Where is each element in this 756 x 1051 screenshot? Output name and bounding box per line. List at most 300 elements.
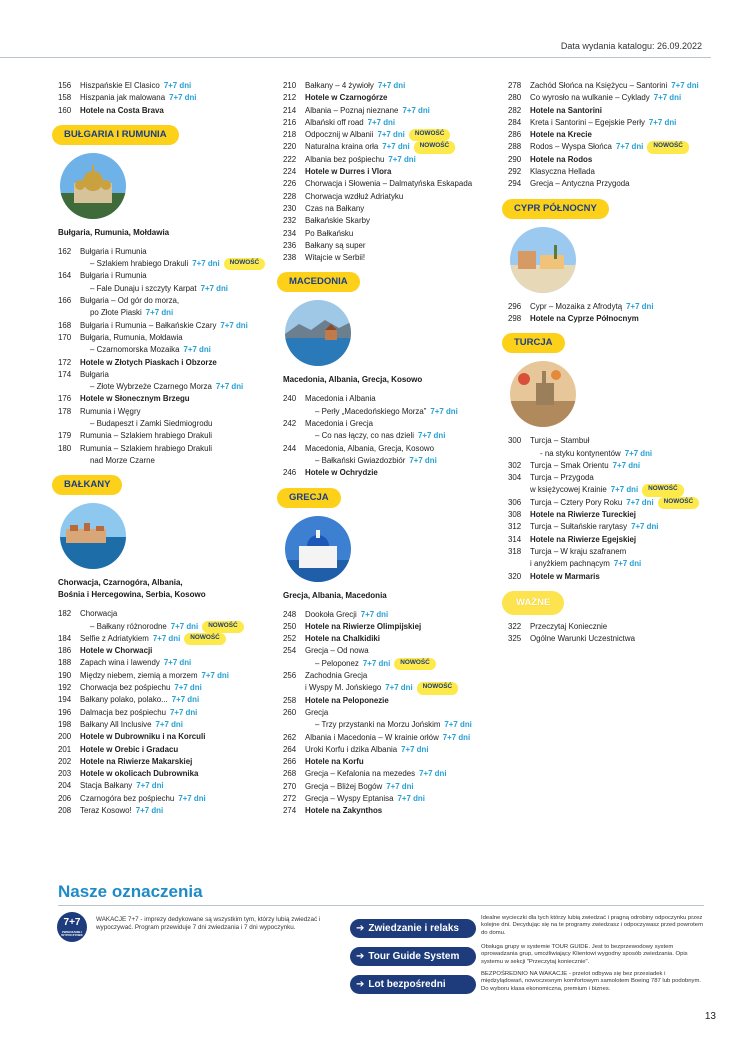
seven-seven-description: WAKACJE 7+7 - imprezy dedykowane są wszystkim tym, którzy lubią zwiedzać i wypoczywać. Program przewiduje 7 dni zwiedzania i 7 dni wypoczynku.	[96, 916, 321, 931]
seven-seven-tag: 7+7 dni	[615, 142, 644, 152]
seven-seven-tag: 7+7 dni	[192, 259, 220, 269]
entry-title: i anyżkiem pachnącym	[530, 559, 610, 569]
catalog-entry	[283, 645, 498, 657]
seven-seven-tag: 7+7 dni	[145, 308, 174, 318]
page-ref: 184	[58, 633, 72, 643]
seven-seven-tag: 7+7 dni	[386, 781, 414, 791]
entry-title: – Trzy przystanki na Morzu Jońskim	[315, 720, 441, 730]
catalog-entry	[508, 435, 718, 447]
entry-title: Czas na Bałkany	[305, 203, 365, 213]
entry-title: Hotele na Riwierze Tureckiej	[530, 510, 636, 520]
seven-seven-tag: 7+7 dni	[631, 522, 659, 532]
balkany-caption-line-2: Bośnia i Hercegowina, Serbia, Kosowo	[58, 590, 206, 600]
catalog-entry	[58, 744, 268, 756]
list-spain	[58, 80, 268, 117]
catalog-entry	[58, 295, 268, 307]
catalog-entry	[508, 80, 718, 92]
seven-seven-tag: 7+7 dni	[163, 658, 192, 668]
entry-title: Chorwacja bez pośpiechu	[80, 683, 171, 693]
entry-title: – Budapeszt i Zamki Siedmiogrodu	[90, 419, 213, 429]
entry-title: po Złote Piaski	[90, 308, 142, 318]
list-turcja	[508, 435, 718, 583]
entry-title: Turcja – Cztery Pory Roku	[530, 497, 623, 507]
entry-title: – Bałkany różnorodne	[90, 621, 167, 631]
seven-seven-tag: 7+7 dni	[178, 793, 206, 803]
entry-title: Hotele na Riwierze Olimpijskiej	[305, 621, 422, 631]
entry-title: Grecja – Antyczna Przygoda	[530, 179, 630, 189]
seven-seven-tag: 7+7 dni	[388, 154, 416, 164]
entry-title: Bałkany – 4 żywioły	[305, 81, 374, 90]
new-badge: NOWOŚĆ	[417, 682, 458, 694]
page-ref: 238	[283, 253, 297, 263]
entry-title: – Peloponez	[315, 658, 359, 668]
page-ref: 288	[508, 142, 522, 152]
entry-title: Macedonia, Albania, Grecja, Kosowo	[305, 443, 434, 453]
entry-title: Turcja – Sułtańskie rarytasy	[530, 522, 628, 532]
catalog-entry	[283, 240, 498, 252]
catalog-entry	[58, 92, 268, 104]
page-ref	[58, 418, 80, 430]
catalog-entry	[283, 430, 498, 442]
entry-title: Zachodnia Grecja	[305, 671, 368, 681]
page-ref	[283, 406, 305, 418]
seven-seven-tag: 7+7 dni	[409, 455, 437, 465]
grecja-caption: Grecja, Albania, Macedonia	[283, 590, 387, 600]
page-ref	[283, 682, 305, 694]
entry-title: Rumunia i Węgry	[80, 406, 141, 416]
page-ref: 256	[283, 671, 297, 681]
seven-seven-tag: 7+7 dni	[201, 670, 229, 680]
legend-desc-tour-guide: Obsługa grupy w systemie TOUR GUIDE. Jest to bezprzewodowy system oprowadzania grup, umożliwiający Klientowi wygodny sposób zwiedzania. Opis systemu w sekcji "Przeczytaj koniecznie".	[481, 944, 688, 965]
catalog-entry	[283, 719, 498, 731]
page-ref: 216	[283, 117, 297, 127]
section-wazne-title: WAŻNE	[502, 591, 564, 615]
catalog-entry	[58, 258, 268, 270]
seven-seven-tag: 7+7 dni	[377, 81, 406, 90]
legend-badge-zwiedzanie	[350, 919, 476, 938]
legend-badge-tour-guide-label: Tour Guide System	[368, 951, 460, 962]
column-1	[58, 80, 268, 817]
catalog-entry	[58, 731, 268, 743]
page-ref: 304	[508, 473, 522, 483]
entry-title: Grecja	[305, 707, 329, 717]
entry-title: w księżycowej Krainie	[530, 485, 607, 495]
seven-seven-badge-sub: ZWIEDZANIE I WYPOCZYNEK	[61, 930, 83, 937]
catalog-entry	[58, 344, 268, 356]
page-ref: 246	[283, 468, 297, 478]
page-ref: 162	[58, 246, 72, 256]
page-ref: 164	[58, 271, 72, 281]
catalog-entry	[58, 793, 268, 805]
entry-title: Chorwacja wzdłuż Adriatyku	[305, 191, 404, 201]
new-badge: NOWOŚĆ	[647, 141, 688, 153]
entry-title: Hotele w Durres i Vlora	[305, 167, 392, 177]
catalog-entry	[283, 215, 498, 227]
catalog-entry	[283, 670, 498, 682]
seven-seven-tag: 7+7 dni	[169, 93, 197, 103]
section-grecja-title: GRECJA	[277, 488, 341, 508]
macedonia-photo	[285, 300, 351, 366]
catalog-entry	[283, 443, 498, 455]
page-ref: 220	[283, 142, 297, 152]
catalog-entry	[283, 393, 498, 405]
list-grecja	[283, 609, 498, 818]
entry-title: Między niebem, ziemią a morzem	[80, 670, 198, 680]
catalog-entry	[58, 805, 268, 817]
catalog-entry	[283, 252, 498, 264]
catalog-entry	[508, 301, 718, 313]
entry-title: – Złote Wybrzeże Czarnego Morza	[90, 382, 212, 392]
entry-title: Albania – Poznaj nieznane	[305, 105, 399, 115]
list-balkany-albania	[283, 80, 498, 264]
entry-title: Macedonia i Grecja	[305, 419, 373, 429]
entry-title: Przeczytaj Koniecznie	[530, 621, 608, 631]
seven-seven-tag: 7+7 dni	[626, 497, 654, 507]
page-ref: 202	[58, 756, 72, 766]
page-ref: 296	[508, 301, 522, 311]
entry-title: Macedonia i Albania	[305, 394, 376, 404]
page-ref: 156	[58, 81, 72, 90]
page-ref: 232	[283, 216, 297, 226]
seven-seven-tag: 7+7 dni	[360, 609, 389, 619]
catalog-entry	[58, 307, 268, 319]
legend-desc-lot: BEZPOŚREDNIO NA WAKACJE - przelot odbywa się bez przesiadek i międzylądowań, nowoczesnym komfortowym samolotem Boeing 787 lub podobnym. Do wyboru klasa ekonomiczna, premium i biznes.	[481, 971, 702, 992]
catalog-entry	[283, 105, 498, 117]
page-ref: 312	[508, 522, 522, 532]
page-ref: 208	[58, 805, 72, 815]
catalog-entry	[508, 509, 718, 521]
catalog-entry	[58, 406, 268, 418]
catalog-entry	[508, 92, 718, 104]
entry-title: Czarnogóra bez pośpiechu	[80, 793, 175, 803]
entry-title: Teraz Kosowo!	[80, 805, 132, 815]
column-2	[283, 80, 498, 818]
catalog-entry	[508, 497, 718, 509]
seven-seven-tag: 7+7 dni	[613, 559, 642, 569]
catalog-entry	[283, 467, 498, 479]
entry-title: – Szlakiem hrabiego Drakuli	[90, 259, 189, 269]
entry-title: Hotele na Rodos	[530, 154, 593, 164]
seven-seven-tag: 7+7 dni	[155, 719, 183, 729]
page-ref	[58, 307, 80, 319]
page-ref	[283, 430, 305, 442]
entry-title: Zapach wina i lawendy	[80, 658, 160, 668]
entry-title: Rumunia – Szlakiem hrabiego Drakuli	[80, 443, 213, 453]
page-ref: 252	[283, 634, 297, 644]
section-macedonia-title: MACEDONIA	[277, 272, 360, 292]
page-ref: 188	[58, 658, 72, 668]
seven-seven-tag: 7+7 dni	[136, 781, 164, 791]
catalog-entry	[58, 357, 268, 369]
arrow-right-icon: ➔	[356, 979, 365, 990]
list-balkany	[58, 608, 268, 817]
entry-title: Bułgaria i Rumunia	[80, 246, 147, 256]
page-ref: 201	[58, 744, 72, 754]
catalog-entry	[58, 780, 268, 792]
entry-title: Selfie z Adriatykiem	[80, 633, 149, 643]
catalog-entry	[508, 178, 718, 190]
page-ref: 258	[283, 695, 297, 705]
catalog-entry	[508, 621, 718, 633]
page-ref: 186	[58, 646, 72, 656]
page-ref: 262	[283, 732, 297, 742]
new-badge: NOWOŚĆ	[184, 633, 225, 645]
entry-title: Albania bez pośpiechu	[305, 154, 385, 164]
seven-seven-tag: 7+7 dni	[419, 769, 447, 779]
seven-seven-tag: 7+7 dni	[624, 448, 653, 458]
catalog-entry	[283, 92, 498, 104]
page-ref: 244	[283, 443, 297, 453]
seven-seven-tag: 7+7 dni	[183, 345, 211, 355]
entry-title: Turcja – W kraju szafranem	[530, 546, 627, 556]
page-ref: 204	[58, 781, 72, 791]
seven-seven-tag: 7+7 dni	[220, 320, 248, 330]
new-badge: NOWOŚĆ	[409, 129, 450, 141]
page-ref: 248	[283, 609, 297, 619]
entry-title: Albania i Macedonia – W krainie orłów	[305, 732, 439, 742]
page-ref: 178	[58, 406, 72, 416]
seven-seven-tag: 7+7 dni	[171, 695, 200, 705]
catalog-entry	[508, 141, 718, 153]
catalog-entry	[58, 719, 268, 731]
entry-title: Hotele na Korfu	[305, 757, 364, 767]
page-ref: 266	[283, 757, 297, 767]
new-badge: NOWOŚĆ	[658, 497, 699, 509]
list-cypr	[508, 301, 718, 326]
entry-title: Hotele na Zakynthos	[305, 806, 383, 816]
page-ref: 214	[283, 105, 297, 115]
entry-title: nad Morze Czarne	[90, 455, 155, 465]
catalog-entry	[283, 117, 498, 129]
page-ref: 240	[283, 394, 297, 404]
seven-seven-tag: 7+7 dni	[402, 105, 430, 115]
page-ref: 302	[508, 460, 522, 470]
catalog-entry	[508, 546, 718, 558]
page-ref: 300	[508, 436, 522, 446]
entry-title: – Co nas łączy, co nas dzieli	[315, 431, 414, 441]
page-ref	[283, 455, 305, 467]
page-ref	[58, 381, 80, 393]
entry-title: – Fale Dunaju i szczyty Karpat	[90, 283, 197, 293]
seven-seven-tag: 7+7 dni	[382, 142, 410, 152]
catalog-entry	[283, 695, 498, 707]
entry-title: Hotele w Orebic i Gradacu	[80, 744, 179, 754]
catalog-entry	[283, 633, 498, 645]
catalog-entry	[58, 443, 268, 455]
catalog-entry	[508, 534, 718, 546]
seven-seven-tag: 7+7 dni	[215, 382, 244, 392]
legend-badge-lot	[350, 975, 476, 994]
balkany-caption-line-1: Chorwacja, Czarnogóra, Albania,	[58, 578, 183, 588]
entry-title: Hotele w Marmaris	[530, 571, 600, 581]
page-ref: 174	[58, 369, 72, 379]
page-ref: 224	[283, 167, 297, 177]
catalog-entry	[58, 332, 268, 344]
page-ref: 278	[508, 81, 522, 90]
entry-title: Ogólne Warunki Uczestnictwa	[530, 634, 635, 644]
entry-title: Rumunia – Szlakiem hrabiego Drakuli	[80, 431, 213, 441]
entry-title: Turcja – Stambuł	[530, 436, 590, 446]
entry-title: i Wyspy M. Jońskiego	[305, 683, 382, 693]
seven-seven-tag: 7+7 dni	[612, 460, 641, 470]
page-ref: 320	[508, 571, 522, 581]
entry-title: Bałkańskie Skarby	[305, 216, 370, 226]
bulgaria-photo	[60, 153, 126, 219]
catalog-entry	[283, 166, 498, 178]
catalog-entry	[508, 472, 718, 484]
catalog-entry	[58, 682, 268, 694]
catalog-entry	[58, 80, 268, 92]
page-ref: 234	[283, 228, 297, 238]
page-number: 13	[704, 1011, 716, 1022]
page-ref: 292	[508, 167, 522, 177]
catalog-entry	[58, 270, 268, 282]
catalog-entry	[58, 768, 268, 780]
entry-title: Odpocznij w Albanii	[305, 130, 374, 140]
page-ref: 260	[283, 707, 297, 717]
cypr-photo	[510, 227, 576, 293]
seven-seven-tag: 7+7 dni	[152, 633, 181, 643]
page-ref: 176	[58, 394, 72, 404]
column-3	[508, 80, 718, 645]
macedonia-caption: Macedonia, Albania, Grecja, Kosowo	[283, 375, 423, 385]
page-ref	[58, 344, 80, 356]
legend-title: Nasze oznaczenia	[58, 882, 203, 901]
catalog-entry	[508, 154, 718, 166]
entry-title: Dookoła Grecji	[305, 609, 357, 619]
grecja-photo	[285, 516, 351, 582]
entry-title: Naturalna kraina orła	[305, 142, 379, 152]
entry-title: Hotele na Peloponezie	[305, 695, 389, 705]
page-ref: 190	[58, 670, 72, 680]
catalog-entry	[58, 657, 268, 669]
list-greek-islands	[508, 80, 718, 191]
legend-badge-tour-guide	[350, 947, 476, 966]
catalog-entry	[508, 558, 718, 570]
catalog-entry	[508, 448, 718, 460]
entry-title: Hotele w Złotych Piaskach i Obzorze	[80, 357, 217, 367]
catalog-entry	[58, 694, 268, 706]
catalog-entry	[58, 381, 268, 393]
catalog-entry	[283, 609, 498, 621]
entry-title: Grecja – Od nowa	[305, 646, 369, 656]
catalog-entry	[283, 793, 498, 805]
page-ref: 166	[58, 296, 72, 306]
page-ref: 280	[508, 93, 522, 103]
seven-seven-badge-label: 7+7	[63, 917, 81, 928]
entry-title: Hotele w Ochrydzie	[305, 468, 378, 478]
new-badge: NOWOŚĆ	[224, 258, 265, 270]
turcja-photo	[510, 361, 576, 427]
page-ref	[508, 484, 530, 496]
balkany-caption	[58, 577, 268, 601]
seven-seven-tag: 7+7 dni	[671, 81, 699, 90]
catalog-entry	[58, 455, 268, 467]
page-ref: 206	[58, 793, 72, 803]
entry-title: Hotele w Dubrowniku i na Korculi	[80, 732, 206, 742]
page-ref: 158	[58, 93, 72, 103]
entry-title: Grecja – Bliżej Bogów	[305, 781, 383, 791]
seven-seven-tag: 7+7 dni	[444, 720, 472, 730]
page-ref: 168	[58, 320, 72, 330]
balkany-photo	[60, 503, 126, 569]
catalog-entry	[283, 141, 498, 153]
page-ref: 286	[508, 130, 522, 140]
catalog-entry	[283, 418, 498, 430]
page-ref: 210	[283, 81, 297, 90]
entry-title: Uroki Korfu i dzika Albania	[305, 744, 398, 754]
catalog-entry	[283, 805, 498, 817]
page-ref: 270	[283, 781, 297, 791]
section-cypr-title: CYPR PÓŁNOCNY	[502, 199, 609, 219]
seven-seven-tag: 7+7 dni	[626, 301, 654, 311]
page-ref: 182	[58, 609, 72, 619]
catalog-entry	[508, 633, 718, 645]
page-ref: 254	[283, 646, 297, 656]
page-ref	[58, 258, 80, 270]
entry-title: Hotele na Riwierze Makarskiej	[80, 756, 193, 766]
catalog-entry	[58, 670, 268, 682]
entry-title: Turcja – Smak Orientu	[530, 460, 609, 470]
catalog-entry	[58, 621, 268, 633]
header-divider	[0, 57, 711, 58]
catalog-entry	[283, 228, 498, 240]
catalog-entry	[58, 283, 268, 295]
entry-title: Hotele na Krecie	[530, 130, 592, 140]
arrow-right-icon: ➔	[356, 923, 365, 934]
page-ref	[58, 455, 80, 467]
page-ref: 325	[508, 634, 522, 644]
page-ref: 228	[283, 191, 297, 201]
catalog-entry	[283, 178, 498, 190]
seven-seven-tag: 7+7 dni	[653, 93, 682, 103]
page-ref: 196	[58, 707, 72, 717]
page-ref: 236	[283, 240, 297, 250]
entry-title: Hotele na Santorini	[530, 105, 602, 115]
page-ref	[283, 658, 305, 670]
entry-title: Bułgaria, Rumunia, Mołdawia	[80, 332, 183, 342]
catalog-entry	[508, 521, 718, 533]
catalog-entry	[508, 105, 718, 117]
catalog-entry	[508, 571, 718, 583]
entry-title: Zachód Słońca na Księżycu – Santorini	[530, 81, 668, 90]
entry-title: Grecja – Wyspy Eptanisa	[305, 793, 394, 803]
page-ref: 308	[508, 510, 522, 520]
entry-title: Bułgaria	[80, 369, 109, 379]
catalog-entry	[283, 203, 498, 215]
page-ref: 194	[58, 695, 72, 705]
page-ref: 290	[508, 154, 522, 164]
catalog-entry	[58, 756, 268, 768]
page-ref: 160	[58, 105, 72, 115]
section-turcja-title: TURCJA	[502, 333, 565, 353]
catalog-entry	[508, 460, 718, 472]
seven-seven-tag: 7+7 dni	[170, 621, 199, 631]
entry-title: Hotele na Costa Brava	[80, 105, 164, 115]
page-ref: 218	[283, 130, 297, 140]
page-ref: 306	[508, 497, 522, 507]
page-ref: 318	[508, 546, 522, 556]
page-ref	[508, 448, 530, 460]
catalog-entry	[283, 756, 498, 768]
catalog-entry	[283, 658, 498, 670]
page-ref: 314	[508, 534, 522, 544]
seven-seven-tag: 7+7 dni	[367, 117, 396, 127]
new-badge: NOWOŚĆ	[414, 141, 455, 153]
entry-title: Grecja – Kefalonia na mezedes	[305, 769, 416, 779]
entry-title: – Bałkański Gwiazdozbiór	[315, 455, 406, 465]
catalog-entry	[58, 320, 268, 332]
